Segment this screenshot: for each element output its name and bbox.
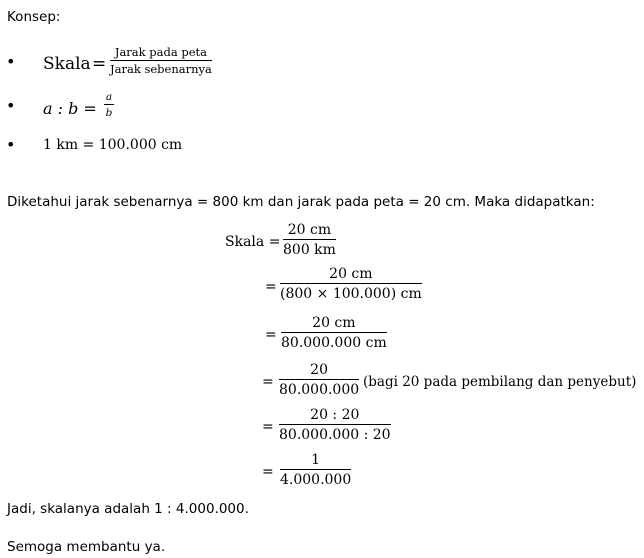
step6-denominator: 4.000.000 bbox=[280, 472, 352, 489]
step1-fraction bbox=[283, 222, 336, 258]
bullet-dot: • bbox=[6, 96, 16, 115]
equals-sign: = bbox=[262, 464, 274, 480]
fraction-bar bbox=[279, 424, 391, 425]
step4-denominator: 80.000.000 bbox=[279, 382, 360, 399]
ratio-lhs: a : b = bbox=[43, 99, 97, 118]
equals-sign: = bbox=[262, 374, 274, 390]
step2-fraction bbox=[280, 266, 422, 302]
equals-sign: = bbox=[92, 54, 107, 74]
fraction-bar bbox=[279, 379, 359, 380]
step4-fraction bbox=[279, 362, 359, 398]
step4-note: (bagi 20 pada pembilang dan penyebut) bbox=[363, 374, 637, 390]
step2-numerator: 20 cm bbox=[329, 266, 373, 282]
step6-fraction bbox=[280, 452, 351, 488]
known-statement: Diketahui jarak sebenarnya = 800 km dan jarak pada peta = 20 cm. Maka didapatkan: bbox=[7, 194, 595, 210]
fraction-bar bbox=[110, 60, 212, 61]
step1-denominator: 800 km bbox=[283, 242, 336, 259]
step5-denominator: 80.000.000 : 20 bbox=[279, 427, 391, 444]
step5-fraction bbox=[279, 407, 391, 443]
fraction-bar bbox=[280, 469, 351, 470]
bullet-dot: • bbox=[6, 135, 16, 154]
closing-note: Semoga membantu ya. bbox=[7, 539, 166, 555]
step4-numerator: 20 bbox=[310, 362, 328, 378]
step3-denominator: 80.000.000 cm bbox=[281, 335, 387, 352]
step3-numerator: 20 cm bbox=[312, 315, 356, 331]
equals-sign: = bbox=[265, 327, 277, 343]
ratio-numerator: a bbox=[105, 91, 113, 103]
skala-fraction bbox=[110, 46, 212, 77]
skala-lhs: Skala = bbox=[225, 234, 281, 250]
fraction-bar bbox=[280, 283, 422, 284]
step6-numerator: 1 bbox=[311, 452, 321, 468]
ratio-denominator: b bbox=[105, 107, 113, 120]
fraction-bar bbox=[281, 332, 387, 333]
step5-numerator: 20 : 20 bbox=[310, 407, 360, 423]
step2-denominator: (800 × 100.000) cm bbox=[280, 286, 422, 303]
ratio-fraction bbox=[104, 91, 114, 119]
skala-word: Skala bbox=[43, 54, 91, 74]
equals-sign: = bbox=[265, 279, 277, 295]
step3-fraction bbox=[281, 315, 387, 351]
bullet-dot: • bbox=[6, 52, 16, 71]
step1-numerator: 20 cm bbox=[287, 222, 332, 238]
intro-label: Konsep: bbox=[7, 9, 61, 25]
skala-numerator: Jarak pada peta bbox=[114, 45, 208, 59]
equals-sign: = bbox=[262, 419, 274, 435]
unit-conversion: 1 km = 100.000 cm bbox=[43, 137, 183, 153]
fraction-bar bbox=[104, 104, 114, 105]
skala-denominator: Jarak sebenarnya bbox=[110, 62, 212, 77]
fraction-bar bbox=[283, 239, 336, 240]
conclusion: Jadi, skalanya adalah 1 : 4.000.000. bbox=[7, 501, 249, 517]
